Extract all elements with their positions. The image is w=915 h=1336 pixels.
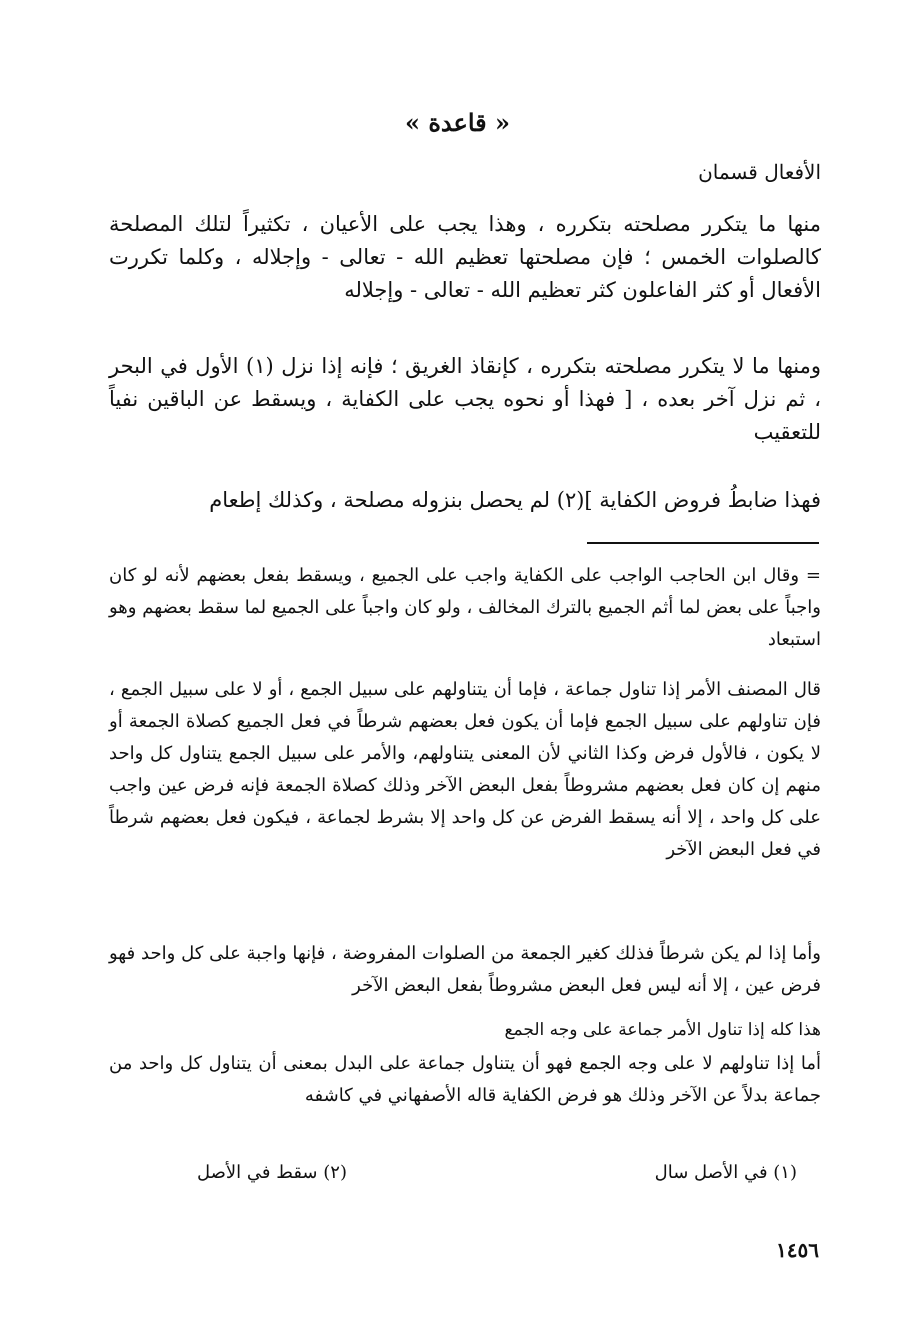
- page-title: « قاعدة »: [405, 108, 510, 137]
- footnote-paragraph: وأما إذا لم يكن شرطاً فذلك كغير الجمعة من الصلوات المفروضة ، فإنها واجبة على كل واحد فهو فرض عين ، إلا أنه ليس فعل البعض مشروطاً بفعل البعض الآخر: [109, 943, 821, 996]
- footnote-paragraph: = وقال ابن الحاجب الواجب على الكفاية واجب على الجميع ، ويسقط بفعل بعضهم لأنه لو كان واجباً على بعض لما أثم الجميع بالترك المخالف ، ولو كان واجباً على الجميع لما سقط بعضهم وهو استبعاد: [109, 565, 821, 650]
- note-item: (١) في الأصل سال: [654, 1162, 797, 1183]
- intro-line: الأفعال قسمان: [698, 160, 821, 184]
- footnote-notes: [197, 1162, 797, 1183]
- page-number: ١٤٥٦: [776, 1238, 819, 1262]
- footnote-divider: [587, 542, 819, 544]
- main-paragraph: فهذا ضابطُ فروض الكفاية ](٢) لم يحصل بنزوله مصلحة ، وكذلك إطعام: [209, 488, 821, 512]
- footnote-paragraph: قال المصنف الأمر إذا تناول جماعة ، فإما أن يتناولهم على سبيل الجمع ، أو لا على سبيل الجمع ، فإن تناولهم على سبيل الجمع فإما أن يكون فعل بعضهم شرطاً في فعل الجميع كصلاة الجمعة أو لا يكون ، فالأول فرض وكذا الثاني لأن المعنى يتناولهم، والأمر على سبيل الجمع يتناول كل واحد منهم إن كان فعل بعضهم مشروطاً بفعل البعض الآخر وذلك كصلاة الجمعة فإنه فرض عين واجب على كل واحد ، إلا أنه يسقط الفرض عن كل واحد إلا بشرط لجماعة ، فيكون فعل بعضهم شرطاً في فعل البعض الآخر: [109, 679, 821, 860]
- main-paragraph: ومنها ما لا يتكرر مصلحته بتكرره ، كإنقاذ الغريق ؛ فإنه إذا نزل (١) الأول في البحر ، ثم نزل آخر بعده ، [ فهذا أو نحوه يجب على الكفاية ، ويسقط عن الباقين نفياً للتعقيب: [109, 354, 821, 444]
- note-item: (٢) سقط في الأصل: [197, 1162, 347, 1183]
- footnote-paragraph: أما إذا تناولهم لا على وجه الجمع فهو أن يتناول جماعة على البدل بمعنى أن يتناول كل واحد من جماعة بدلاً عن الآخر وذلك هو فرض الكفاية قاله الأصفهاني في كاشفه: [109, 1053, 821, 1106]
- main-paragraph: منها ما يتكرر مصلحته بتكرره ، وهذا يجب على الأعيان ، تكثيراً لتلك المصلحة كالصلوات الخمس ؛ فإن مصلحتها تعظيم الله - تعالى - وإجلاله ، وكلما تكررت الأفعال أو كثر الفاعلون كثر تعظيم الله - تعالى - وإجلاله: [109, 212, 821, 302]
- footnote-paragraph: هذا كله إذا تناول الأمر جماعة على وجه الجمع: [504, 1020, 821, 1040]
